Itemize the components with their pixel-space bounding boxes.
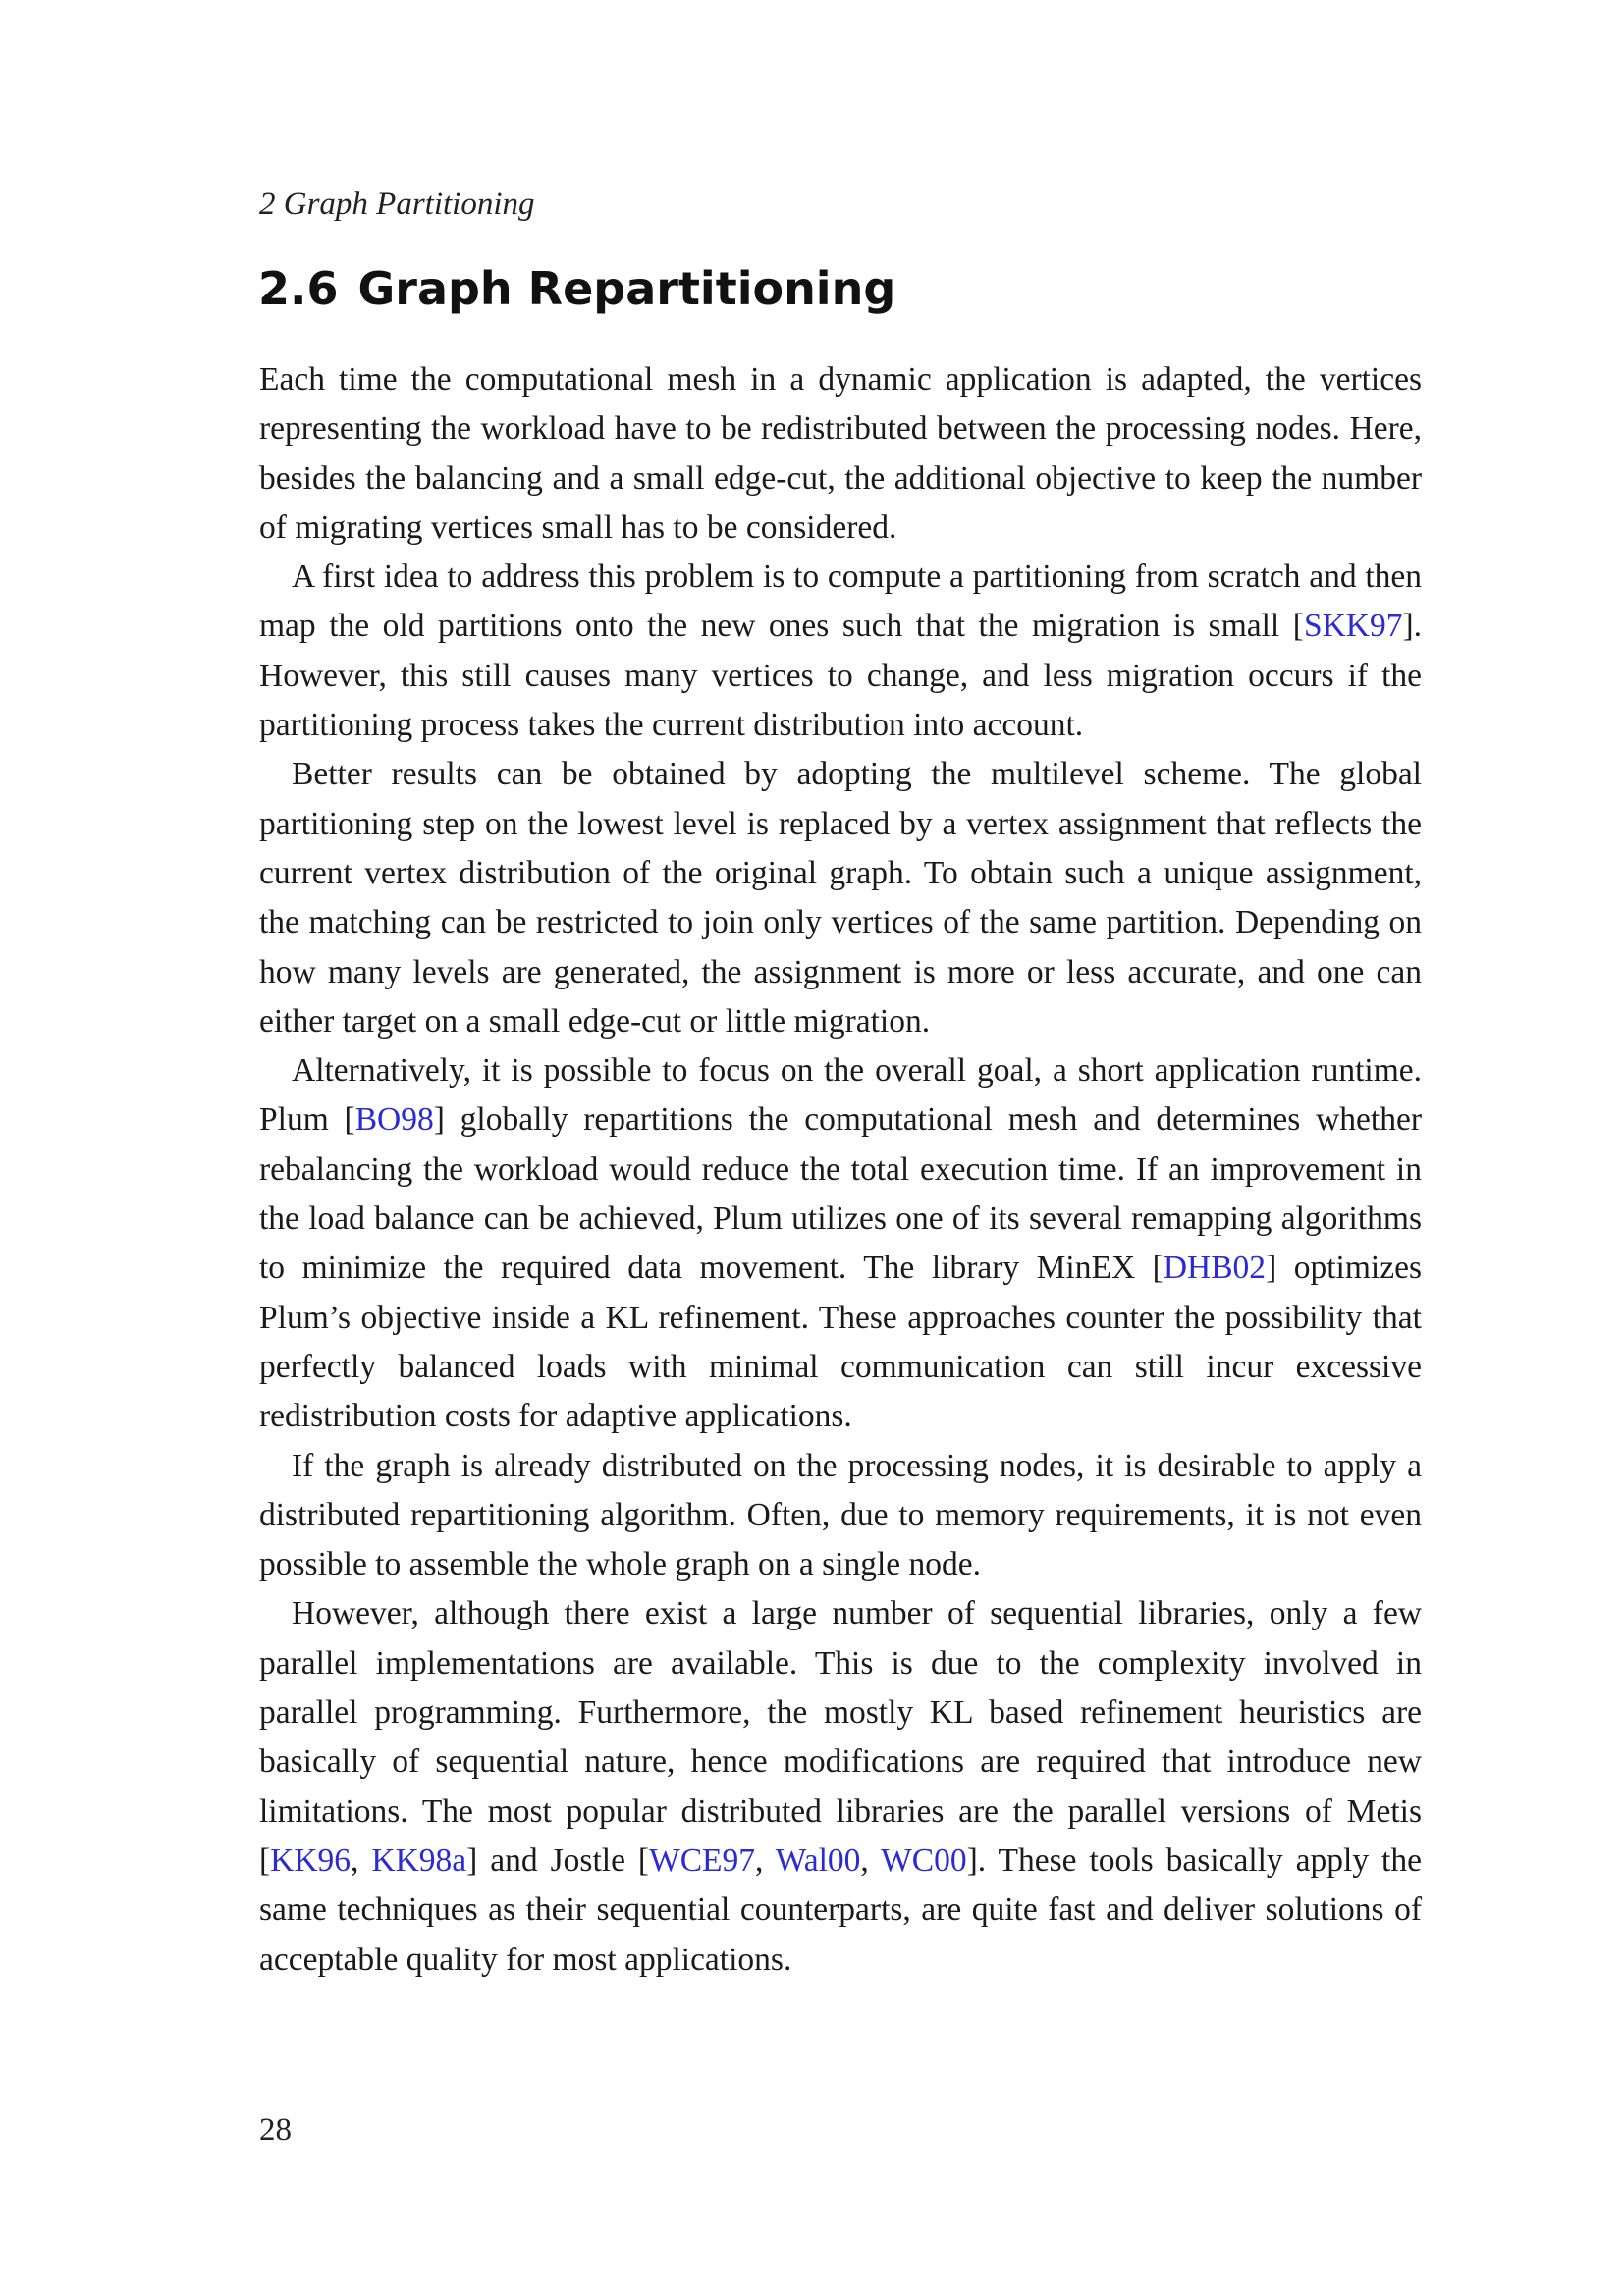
- paragraph: Better results can be obtained by adopting the multilevel scheme. The global partitioning step on the lowest level is replaced by a vertex assignment that reflects the current vertex distribution of the original graph. To obtain such a unique assignment, the matching can be restricted to join only vertices of the same partition. Depending on how many levels are generated, the assignment is more or less accurate, and one can either target on a small edge-cut or little migration.: [259, 756, 1422, 1040]
- citation-link[interactable]: SKK97: [1303, 608, 1403, 645]
- citation-link[interactable]: KK96: [270, 1842, 352, 1879]
- citation-link[interactable]: DHB02: [1163, 1250, 1267, 1287]
- paragraph: If the graph is already distributed on the processing nodes, it is desirable to apply a distributed repartitioning algorithm. Often, due to memory requirements, it is not even possible to assemble the whole graph on a single node.: [259, 1447, 1422, 1583]
- running-header: 2 Graph Partitioning: [259, 187, 535, 222]
- paragraph: Each time the computational mesh in a dynamic application is adapted, the vertices representing the workload have to be redistributed between the processing nodes. Here, besides the balancing and a small edge-cut, the additional objective to keep the number of migrating vertices small has to be considered.: [259, 361, 1422, 546]
- citation-link[interactable]: Wal00: [775, 1842, 861, 1879]
- paragraph: However, although there exist a large number of sequential libraries, only a few parallel implementations are available. This is due to the complexity involved in parallel programming. Furthermore, the mostly KL based refinement heuristics are basically of sequential nature, hence modifications are required that introduce new limitations. The most popular distributed libraries are the parallel versions of Metis [KK96, KK98a] and Jostle [WCE97, Wal00, WC00]. These tools basically apply the same techniques as their sequential counterparts, are quite fast and deliver solutions of acceptable quality for most applications.: [259, 1595, 1422, 1978]
- section-heading: [258, 259, 895, 318]
- citation-link[interactable]: KK98a: [371, 1842, 467, 1879]
- section-number: 2.6: [258, 262, 339, 315]
- section-body: [259, 355, 1422, 1985]
- section-title: Graph Repartitioning: [357, 262, 896, 315]
- citation-link[interactable]: WCE97: [649, 1842, 756, 1879]
- paragraph: Alternatively, it is possible to focus on the overall goal, a short application runtime. Plum [BO98] globally repartitions the computational mesh and determines whether rebalancing the workload would reduce the total execution time. If an improvement in the load balance can be achieved, Plum utilizes one of its several remapping algorithms to minimize the required data movement. The library MinEX [DHB02] optimizes Plum’s objective inside a KL refinement. These approaches counter the possibility that perfectly balanced loads with minimal communication can still incur excessive redistribution costs for adaptive applications.: [259, 1052, 1422, 1435]
- paragraph: A first idea to address this problem is to compute a partitioning from scratch and then map the old partitions onto the new ones such that the migration is small [SKK97]. However, this still causes many vertices to change, and less migration occurs if the partitioning process takes the current distribution into account.: [259, 559, 1422, 744]
- page-number: 28: [259, 2112, 292, 2148]
- citation-link[interactable]: BO98: [354, 1101, 434, 1139]
- citation-link[interactable]: WC00: [881, 1842, 967, 1879]
